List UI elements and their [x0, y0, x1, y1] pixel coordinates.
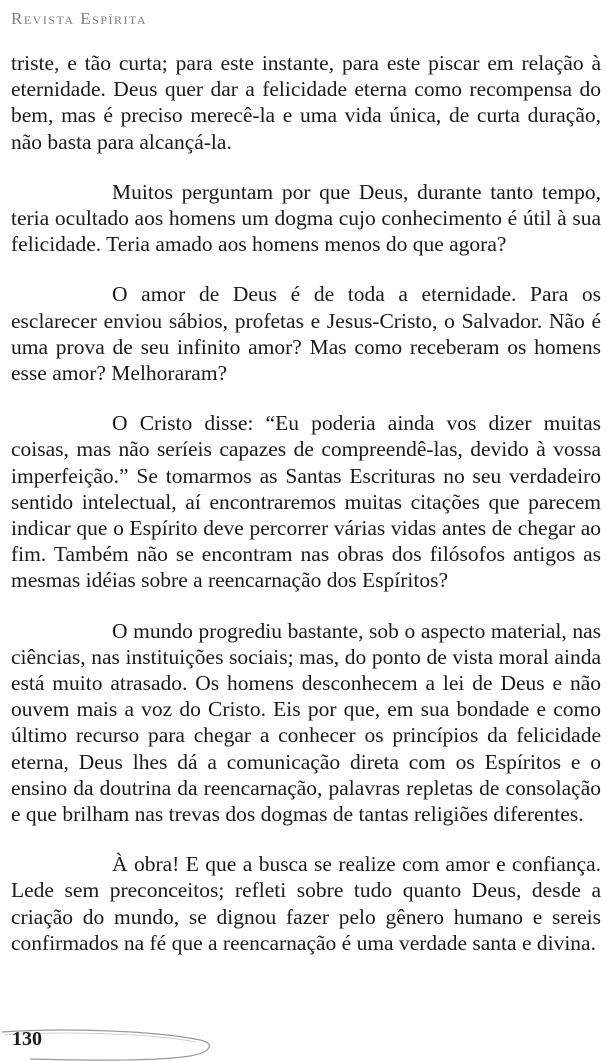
- paragraph-continuation: triste, e tão curta; para este instante, para este piscar em relação à eternidade. Deus quer dar a felicidade eterna como recompensa do bem, mas é preciso merecê-la e uma vida única, de curta duração, não basta para alcançá-la.: [11, 51, 601, 154]
- page-footer: [0, 1024, 240, 1061]
- paragraph: O Cristo disse: “Eu poderia ainda vos dizer muitas coisas, mas não seríeis capazes de compreendê-las, devido à vossa imperfeição.” Se tomarmos as Santas Escrituras no seu verdadeiro sentido intelectual, aí encontraremos muitas citações que parecem indicar que o Espírito deve percorrer várias vidas antes de chegar ao fim. Também não se encontram nas obras dos filósofos antigos as mesmas idéias sobre a reencarnação dos Espíritos?: [11, 411, 601, 593]
- paragraph: O amor de Deus é de toda a eternidade. Para os esclarecer enviou sábios, profetas e Jesus-Cristo, o Salvador. Não é uma prova de seu infinito amor? Mas como receberam os homens esse amor? Melhoraram?: [11, 282, 601, 386]
- running-head: Revista Espírita: [11, 9, 148, 28]
- page-number: 130: [12, 1028, 42, 1050]
- body-text: [11, 50, 601, 980]
- paragraph: Muitos perguntam por que Deus, durante tanto tempo, teria ocultado aos homens um dogma cujo conhecimento é útil à sua felicidade. Teria amado aos homens menos do que agora?: [11, 179, 601, 257]
- paragraph: O mundo progrediu bastante, sob o aspecto material, nas ciências, nas instituições sociais; mas, do ponto de vista moral ainda está muito atrasado. Os homens desconhecem a lei de Deus e não ouvem mais a voz do Cristo. Eis por que, em sua bondade e como último recurso para chegar a conhecer os princípios da felicidade eterna, Deus lhes dá a comunicação direta com os Espíritos e o ensino da doutrina da reencarnação, palavras repletas de consolação e que brilham nas trevas dos dogmas de tantas religiões diferentes.: [11, 618, 601, 827]
- paragraph: À obra! E que a busca se realize com amor e confiança. Lede sem preconceitos; refleti sobre tudo quanto Deus, desde a criação do mundo, se dignou fazer pelo gênero humano e sereis confirmados na fé que a reencarnação é uma verdade santa e divina.: [11, 852, 601, 955]
